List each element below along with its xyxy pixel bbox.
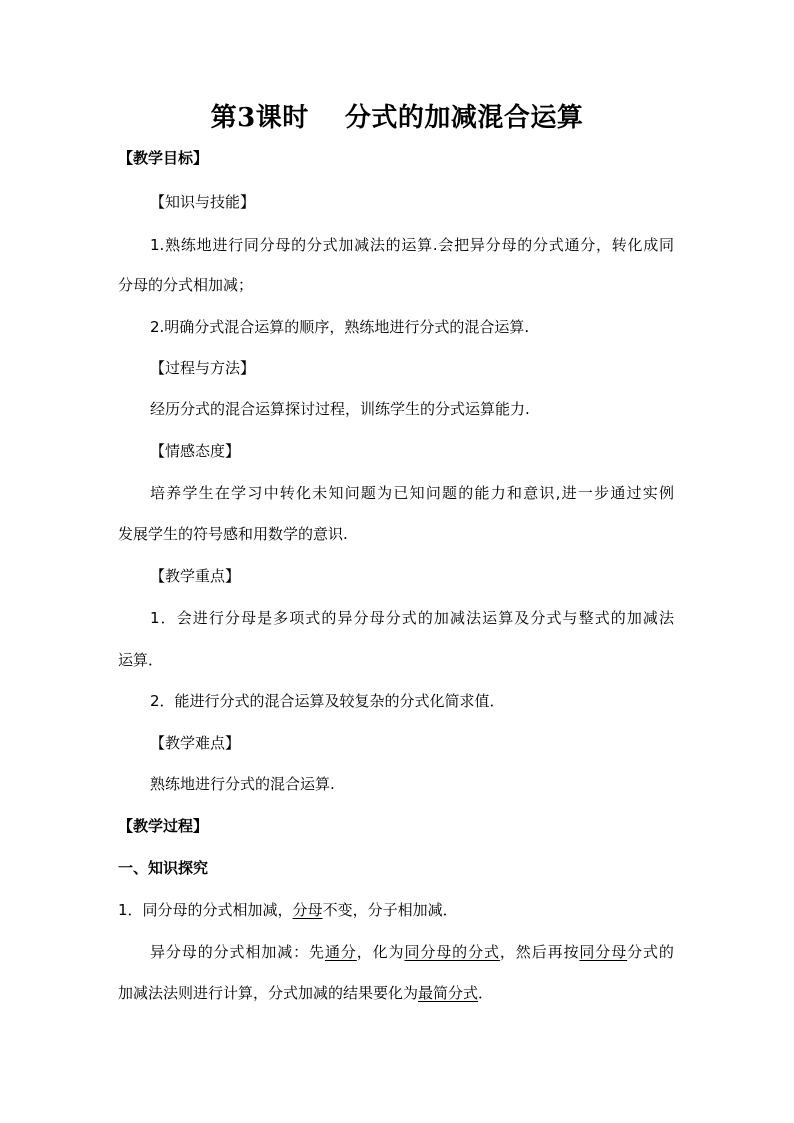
rule-2-text-4: 分式的: [627, 943, 674, 961]
paragraph-rule-2-line-1: [150, 941, 674, 963]
rule-1-text-prefix: 1．同分母的分式相加减，: [118, 901, 293, 919]
rule-2-text-2: ，化为: [356, 943, 405, 961]
paragraph-goal-1-line-1: 1.熟练地进行同分母的分式加减法的运算.会把异分母的分式通分，转化成同: [150, 236, 674, 254]
rule-3-blank-simplest-fraction: 最简分式: [418, 984, 479, 1002]
rule-2-text-3: ，然后再按: [499, 943, 580, 961]
paragraph-focus-2: 2．能进行分式的混合运算及较复杂的分式化简求值．: [150, 692, 505, 710]
section-heading-teaching-goals: 【教学目标】: [118, 149, 209, 167]
rule-2-blank-same-denominator: 同分母: [579, 943, 628, 961]
paragraph-goal-1-line-2: 分母的分式相加减；: [118, 276, 254, 294]
rule-3-text-1: 加减法法则进行计算，分式加减的结果要化为: [118, 984, 419, 1002]
paragraph-goal-2: 2.明确分式混合运算的顺序，熟练地进行分式的混合运算.: [150, 318, 530, 336]
paragraph-process: 经历分式的混合运算探讨过程，训练学生的分式运算能力.: [150, 400, 530, 418]
rule-2-blank-same-denominator-fraction: 同分母的分式: [404, 943, 500, 961]
section-heading-knowledge-exploration: 一、知识探究: [118, 859, 209, 877]
subheading-knowledge-skills: 【知识与技能】: [150, 193, 256, 211]
subheading-teaching-difficulty: 【教学难点】: [150, 734, 241, 752]
rule-1-text-suffix: 不变，分子相加减．: [322, 901, 458, 919]
rule-2-blank-common-denominator: 通分: [324, 943, 357, 961]
rule-1-blank-denominator: 分母: [292, 901, 323, 919]
page-title: 第3课时 分式的加减混合运算: [210, 103, 584, 133]
subheading-process-method: 【过程与方法】: [150, 359, 256, 377]
paragraph-rule-2-line-2: [118, 982, 493, 1004]
paragraph-difficulty: 熟练地进行分式的混合运算.: [150, 775, 335, 793]
subheading-emotion-attitude: 【情感态度】: [150, 442, 241, 460]
rule-2-text-1: 异分母的分式相加减：先: [150, 943, 325, 961]
paragraph-rule-1: [118, 899, 458, 921]
paragraph-emotion-line-1: 培养学生在学习中转化未知问题为已知问题的能力和意识,进一步通过实例: [150, 484, 674, 502]
rule-3-text-2: ．: [478, 984, 494, 1002]
section-heading-teaching-process: 【教学过程】: [118, 817, 209, 835]
paragraph-focus-1-line-2: 运算．: [118, 651, 164, 669]
paragraph-emotion-line-2: 发展学生的符号感和用数学的意识.: [118, 525, 348, 543]
paragraph-focus-1-line-1: 1．会进行分母是多项式的异分母分式的加减法运算及分式与整式的加减法: [150, 609, 674, 627]
subheading-teaching-focus: 【教学重点】: [150, 567, 241, 585]
